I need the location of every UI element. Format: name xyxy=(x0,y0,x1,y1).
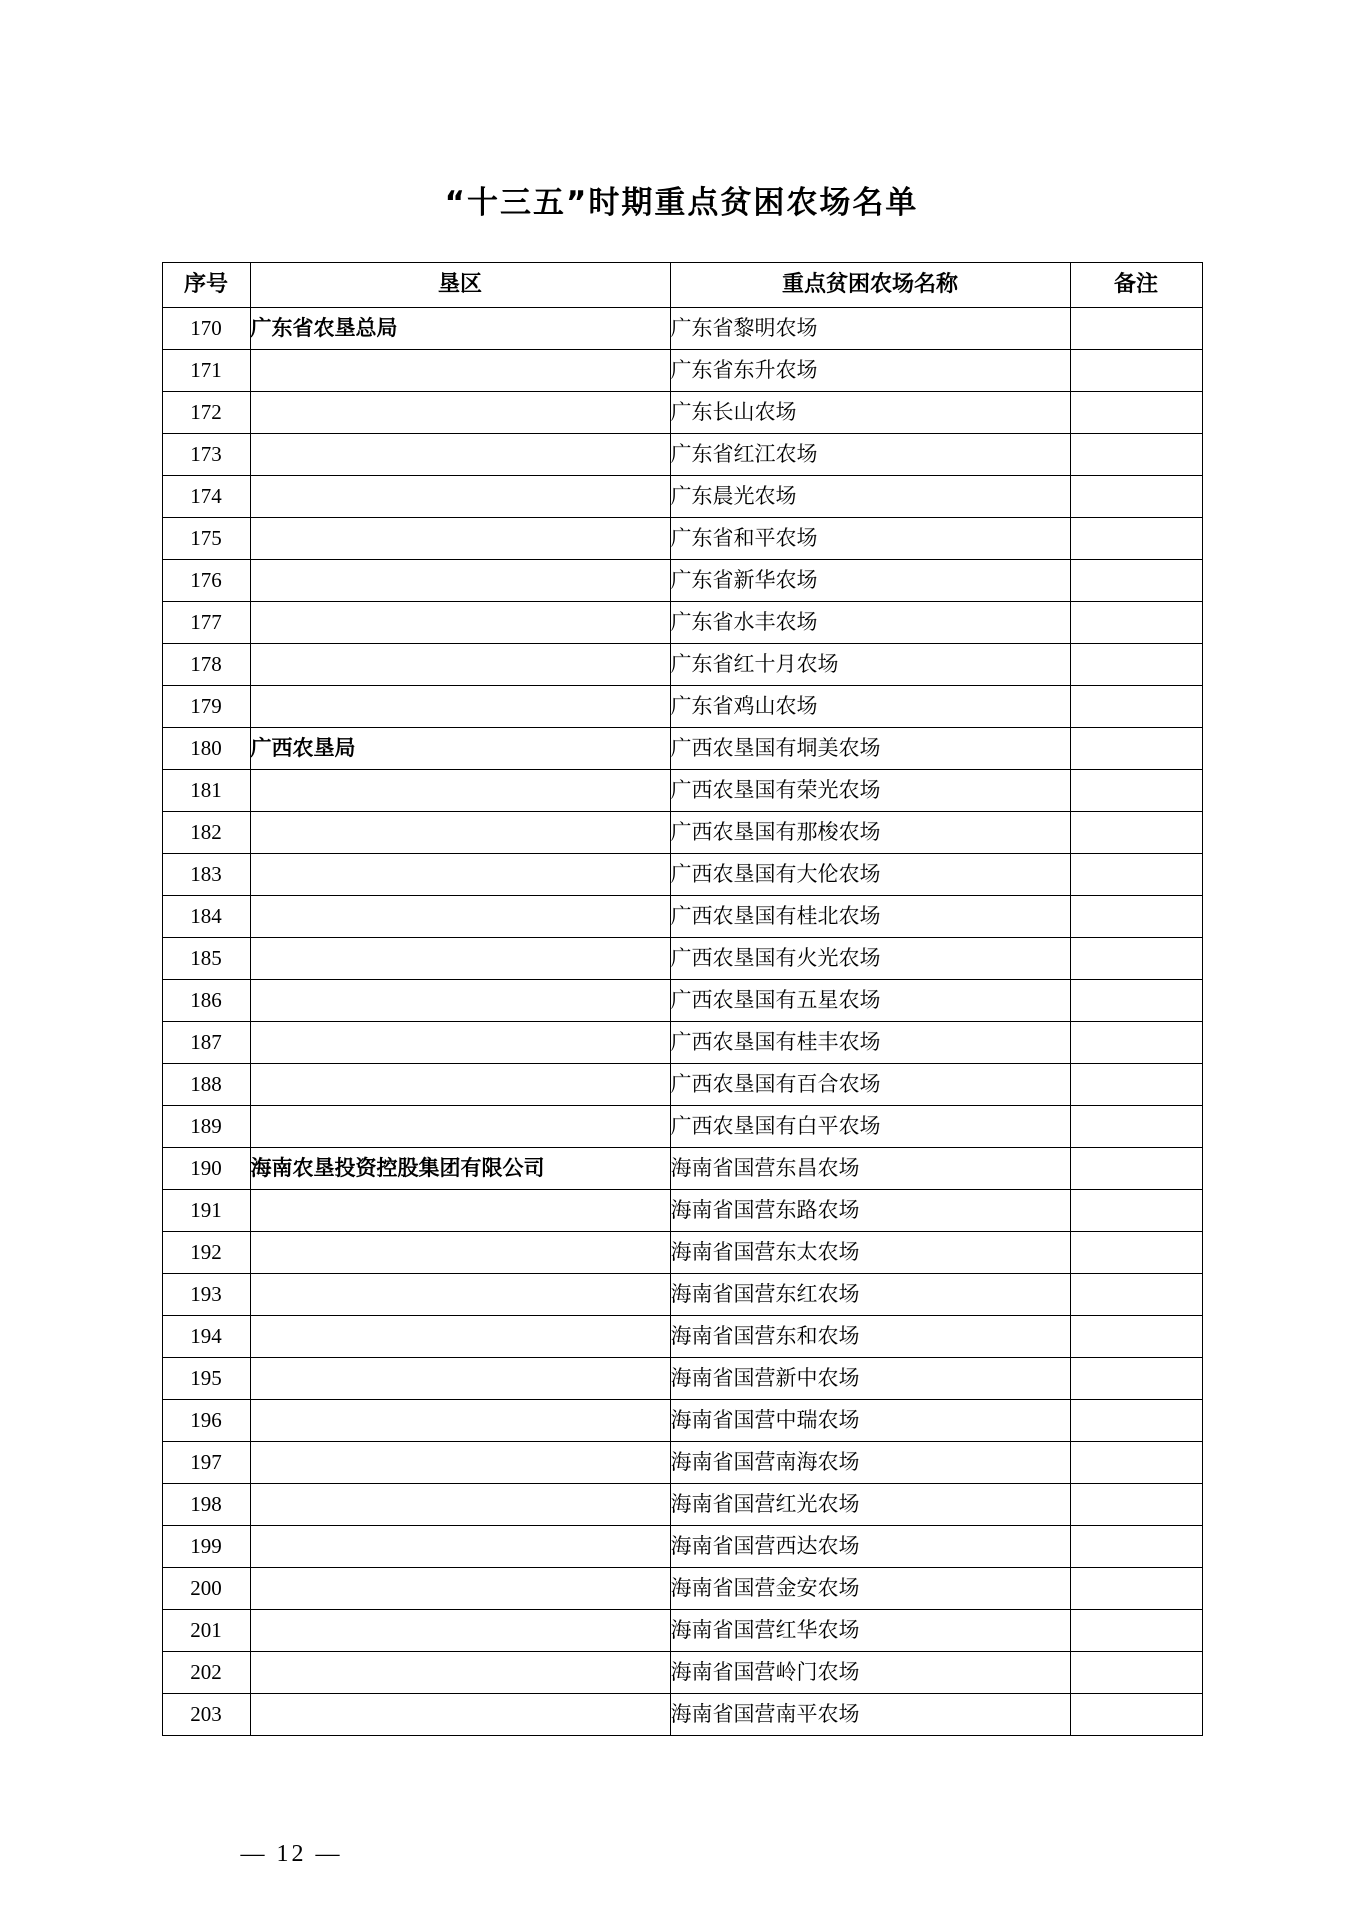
table-row xyxy=(162,770,1202,812)
cell-note xyxy=(1070,1190,1202,1232)
cell-farm-name: 广东省鸡山农场 xyxy=(670,686,1070,728)
cell-index: 200 xyxy=(162,1568,250,1610)
cell-farm-name: 广西农垦国有那梭农场 xyxy=(670,812,1070,854)
table-row xyxy=(162,434,1202,476)
cell-index: 191 xyxy=(162,1190,250,1232)
cell-index: 177 xyxy=(162,602,250,644)
table-row xyxy=(162,476,1202,518)
cell-area xyxy=(250,1022,670,1064)
cell-note xyxy=(1070,434,1202,476)
cell-farm-name: 广西农垦国有五星农场 xyxy=(670,980,1070,1022)
cell-index: 199 xyxy=(162,1526,250,1568)
cell-area xyxy=(250,1274,670,1316)
cell-index: 195 xyxy=(162,1358,250,1400)
cell-area xyxy=(250,980,670,1022)
cell-note xyxy=(1070,812,1202,854)
table-row xyxy=(162,392,1202,434)
cell-area xyxy=(250,1190,670,1232)
page-number-text: — 12 — xyxy=(240,1841,343,1867)
cell-note xyxy=(1070,350,1202,392)
cell-area xyxy=(250,1400,670,1442)
table-container xyxy=(162,219,1202,1736)
cell-area xyxy=(250,1610,670,1652)
cell-index: 193 xyxy=(162,1274,250,1316)
cell-note xyxy=(1070,560,1202,602)
cell-farm-name: 广东省红江农场 xyxy=(670,434,1070,476)
table-row xyxy=(162,1232,1202,1274)
cell-area xyxy=(250,1652,670,1694)
table-row xyxy=(162,938,1202,980)
cell-farm-name: 广东晨光农场 xyxy=(670,476,1070,518)
cell-index: 184 xyxy=(162,896,250,938)
table-row xyxy=(162,980,1202,1022)
cell-note xyxy=(1070,1274,1202,1316)
cell-area xyxy=(250,1526,670,1568)
cell-area xyxy=(250,602,670,644)
cell-note xyxy=(1070,1106,1202,1148)
cell-note xyxy=(1070,1652,1202,1694)
table-row xyxy=(162,728,1202,770)
cell-index: 175 xyxy=(162,518,250,560)
table-row xyxy=(162,854,1202,896)
table-row xyxy=(162,896,1202,938)
table-row xyxy=(162,1022,1202,1064)
cell-note xyxy=(1070,854,1202,896)
cell-index: 192 xyxy=(162,1232,250,1274)
table-row xyxy=(162,350,1202,392)
cell-farm-name: 广西农垦国有垌美农场 xyxy=(670,728,1070,770)
cell-area xyxy=(250,896,670,938)
table-row xyxy=(162,644,1202,686)
cell-note xyxy=(1070,1316,1202,1358)
cell-farm-name: 广东省和平农场 xyxy=(670,518,1070,560)
cell-farm-name: 广西农垦国有百合农场 xyxy=(670,1064,1070,1106)
cell-note xyxy=(1070,602,1202,644)
cell-note xyxy=(1070,1022,1202,1064)
cell-note xyxy=(1070,686,1202,728)
cell-note xyxy=(1070,1400,1202,1442)
cell-index: 174 xyxy=(162,476,250,518)
table-row xyxy=(162,1316,1202,1358)
cell-farm-name: 广西农垦国有火光农场 xyxy=(670,938,1070,980)
table-row xyxy=(162,1190,1202,1232)
cell-note xyxy=(1070,1484,1202,1526)
cell-index: 178 xyxy=(162,644,250,686)
table-row xyxy=(162,812,1202,854)
cell-index: 171 xyxy=(162,350,250,392)
cell-area xyxy=(250,350,670,392)
cell-index: 181 xyxy=(162,770,250,812)
page-title: “十三五”时期重点贫困农场名单 xyxy=(444,185,919,221)
table-row xyxy=(162,1400,1202,1442)
cell-note xyxy=(1070,770,1202,812)
column-header-note: 备注 xyxy=(1070,263,1202,308)
cell-farm-name: 海南省国营南海农场 xyxy=(670,1442,1070,1484)
cell-index: 189 xyxy=(162,1106,250,1148)
table-row xyxy=(162,1274,1202,1316)
cell-area xyxy=(250,518,670,560)
cell-farm-name: 海南省国营新中农场 xyxy=(670,1358,1070,1400)
table-row xyxy=(162,602,1202,644)
column-header-farm: 重点贫困农场名称 xyxy=(670,263,1070,308)
table-row xyxy=(162,1610,1202,1652)
cell-farm-name: 广西农垦国有桂丰农场 xyxy=(670,1022,1070,1064)
cell-farm-name: 海南省国营东红农场 xyxy=(670,1274,1070,1316)
cell-farm-name: 广东省红十月农场 xyxy=(670,644,1070,686)
table-row xyxy=(162,1442,1202,1484)
table-row xyxy=(162,1106,1202,1148)
table-row xyxy=(162,1568,1202,1610)
cell-area xyxy=(250,1232,670,1274)
cell-area xyxy=(250,938,670,980)
cell-index: 185 xyxy=(162,938,250,980)
table-row xyxy=(162,1064,1202,1106)
cell-farm-name: 海南省国营红华农场 xyxy=(670,1610,1070,1652)
cell-farm-name: 广东省东升农场 xyxy=(670,350,1070,392)
table-row xyxy=(162,1694,1202,1736)
cell-farm-name: 海南省国营岭门农场 xyxy=(670,1652,1070,1694)
cell-farm-name: 海南省国营东和农场 xyxy=(670,1316,1070,1358)
cell-note xyxy=(1070,392,1202,434)
cell-farm-name: 广西农垦国有荣光农场 xyxy=(670,770,1070,812)
cell-area: 广东省农垦总局 xyxy=(250,308,670,350)
cell-area xyxy=(250,854,670,896)
cell-note xyxy=(1070,1232,1202,1274)
column-header-area: 垦区 xyxy=(250,263,670,308)
table-row xyxy=(162,560,1202,602)
cell-area xyxy=(250,434,670,476)
cell-index: 173 xyxy=(162,434,250,476)
cell-area xyxy=(250,1442,670,1484)
cell-farm-name: 广西农垦国有大伦农场 xyxy=(670,854,1070,896)
cell-area xyxy=(250,1484,670,1526)
cell-index: 198 xyxy=(162,1484,250,1526)
cell-area xyxy=(250,770,670,812)
cell-note xyxy=(1070,1526,1202,1568)
page-number xyxy=(0,1841,1363,1868)
cell-index: 176 xyxy=(162,560,250,602)
cell-note xyxy=(1070,938,1202,980)
cell-index: 179 xyxy=(162,686,250,728)
cell-note xyxy=(1070,518,1202,560)
cell-note xyxy=(1070,308,1202,350)
cell-area: 广西农垦局 xyxy=(250,728,670,770)
cell-area xyxy=(250,1358,670,1400)
table-row xyxy=(162,1526,1202,1568)
cell-index: 197 xyxy=(162,1442,250,1484)
cell-index: 202 xyxy=(162,1652,250,1694)
table-header xyxy=(162,263,1202,308)
table-header-row xyxy=(162,263,1202,308)
cell-farm-name: 海南省国营金安农场 xyxy=(670,1568,1070,1610)
cell-area xyxy=(250,644,670,686)
cell-index: 203 xyxy=(162,1694,250,1736)
cell-farm-name: 广东省黎明农场 xyxy=(670,308,1070,350)
table-row xyxy=(162,308,1202,350)
cell-note xyxy=(1070,1610,1202,1652)
cell-index: 188 xyxy=(162,1064,250,1106)
cell-note xyxy=(1070,1064,1202,1106)
cell-index: 194 xyxy=(162,1316,250,1358)
table-body xyxy=(162,308,1202,1736)
cell-note xyxy=(1070,1568,1202,1610)
cell-index: 180 xyxy=(162,728,250,770)
table-row xyxy=(162,518,1202,560)
cell-farm-name: 海南省国营东路农场 xyxy=(670,1190,1070,1232)
cell-farm-name: 广西农垦国有桂北农场 xyxy=(670,896,1070,938)
cell-area xyxy=(250,1106,670,1148)
cell-index: 187 xyxy=(162,1022,250,1064)
cell-farm-name: 海南省国营红光农场 xyxy=(670,1484,1070,1526)
cell-index: 183 xyxy=(162,854,250,896)
cell-note xyxy=(1070,1694,1202,1736)
cell-area xyxy=(250,1568,670,1610)
cell-note xyxy=(1070,1442,1202,1484)
cell-farm-name: 海南省国营东昌农场 xyxy=(670,1148,1070,1190)
cell-area xyxy=(250,1694,670,1736)
cell-farm-name: 海南省国营东太农场 xyxy=(670,1232,1070,1274)
cell-area xyxy=(250,686,670,728)
table-row xyxy=(162,1148,1202,1190)
table-row xyxy=(162,686,1202,728)
cell-farm-name: 海南省国营中瑞农场 xyxy=(670,1400,1070,1442)
cell-note xyxy=(1070,1358,1202,1400)
cell-farm-name: 广东长山农场 xyxy=(670,392,1070,434)
cell-farm-name: 广东省水丰农场 xyxy=(670,602,1070,644)
cell-farm-name: 海南省国营南平农场 xyxy=(670,1694,1070,1736)
table-row xyxy=(162,1484,1202,1526)
table-row xyxy=(162,1358,1202,1400)
cell-area: 海南农垦投资控股集团有限公司 xyxy=(250,1148,670,1190)
cell-index: 186 xyxy=(162,980,250,1022)
cell-area xyxy=(250,1064,670,1106)
cell-area xyxy=(250,1316,670,1358)
cell-index: 170 xyxy=(162,308,250,350)
cell-area xyxy=(250,812,670,854)
cell-note xyxy=(1070,980,1202,1022)
cell-note xyxy=(1070,896,1202,938)
cell-area xyxy=(250,560,670,602)
cell-area xyxy=(250,392,670,434)
cell-farm-name: 广东省新华农场 xyxy=(670,560,1070,602)
poverty-farm-list-table xyxy=(162,262,1203,1736)
column-header-index: 序号 xyxy=(162,263,250,308)
cell-index: 201 xyxy=(162,1610,250,1652)
cell-index: 182 xyxy=(162,812,250,854)
cell-farm-name: 海南省国营西达农场 xyxy=(670,1526,1070,1568)
cell-note xyxy=(1070,644,1202,686)
cell-farm-name: 广西农垦国有白平农场 xyxy=(670,1106,1070,1148)
cell-note xyxy=(1070,476,1202,518)
cell-note xyxy=(1070,1148,1202,1190)
cell-index: 190 xyxy=(162,1148,250,1190)
table-row xyxy=(162,1652,1202,1694)
cell-note xyxy=(1070,728,1202,770)
cell-index: 172 xyxy=(162,392,250,434)
cell-area xyxy=(250,476,670,518)
cell-index: 196 xyxy=(162,1400,250,1442)
